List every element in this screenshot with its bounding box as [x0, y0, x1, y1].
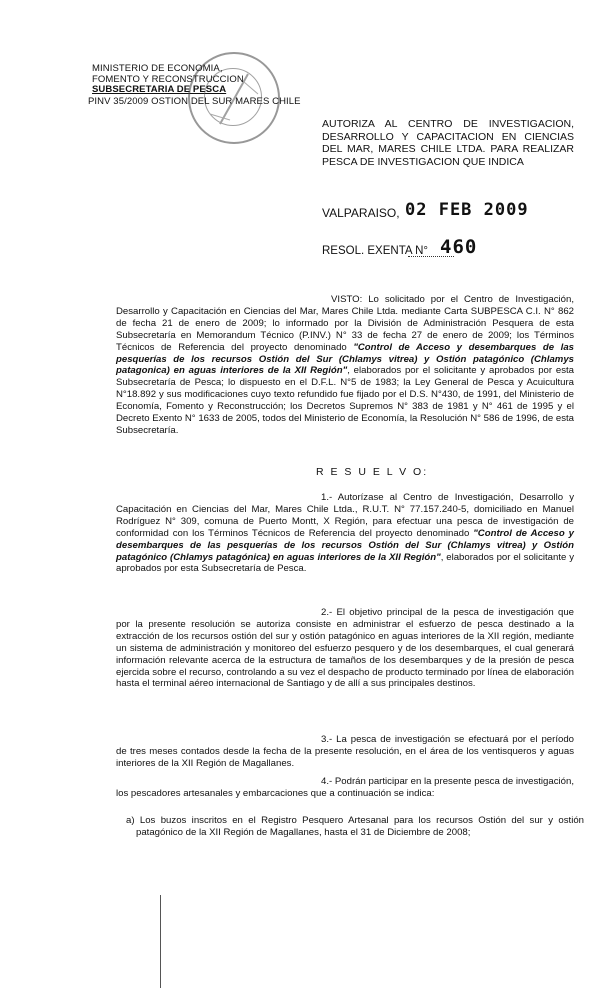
article-1-text: 1.- Autorízase al Centro de Investigación, Desarrollo y Capacitación en Ciencias del Mar, Mares Chile Ltda., R.U.T. N° 77.157.240-5, domiciliado en Manuel Rodríguez N° 309, comuna de Puerto Montt, X Región, para efectuar una pesca de investigación de conformidad con los Términos Técnicos de Referencia del proyecto denominado — [116, 492, 574, 539]
article-3-text: 3.- La pesca de investigación se efectuará por el período de tres meses contados desde la fecha de la presente resolución, en el área de los ventisqueros y aguas interiores de la XII Región de Magallanes. — [116, 734, 574, 769]
visto-project-title: "Control de Acceso y desembarques de las pesquerías de los recursos Ostión del Sur (Chlamys vitrea) y Ostión patagónico (Chlamys patagonica) en aguas interiores de la XII Región" — [116, 341, 574, 377]
article-2-text: 2.- El objetivo principal de la pesca de investigación que por la presente resolución se autoriza consiste en administrar el esfuerzo de pesca destinado a la extracción de los recursos ostión del sur y ostión patagónico en aguas interiores de la XII región, mediante un sistema de administración y monitoreo del esfuerzo pesquero y de los desembarques, el cual generará información relevante acerca de la estructura de tamaños de los desembarques y de la presión de pesca ejercida sobre el recurso, controlando a su vez el despacho de producto terminado por línea de elaboración hasta el terminal aéreo internacional de Santiago y de allí a sus principales destinos. — [116, 607, 574, 690]
visto-text-1: Lo solicitado por el Centro de Investigación, Desarrollo y Capacitación en Ciencias del Mar, Mares Chile Ltda. mediante Carta SUBPESCA C.I. N° 862 de fecha 21 de enero de 2009; lo informado por la División de Administración Pesquera de esta Subsecretaría en Memorandum Técnico (P.INV.) N° 33 de fecha 27 de enero de 2009; los Términos Técnicos de Referencia del proyecto denominado — [116, 294, 574, 353]
visto-paragraph — [116, 294, 574, 437]
visto-text-2: , elaborados por el solicitante y aprobados por esta Subsecretaría de Pesca; lo dispuesto en el D.F.L. N°5 de 1983; la Ley General de Pesca y Acuicultura N°18.892 y sus modificaciones cuyo texto refundido fue fijado por el D.S. N°430, de 1991, del Ministerio de Economía, Fomento y Reconstrucción; los Decretos Supremos N° 383 de 1981 y N° 461 de 1995 y el Decreto Exento N° 1633 de 2005, todos del Ministerio de Economía, la Resolución N° 586 de 1996, de esta Subsecretaría. — [116, 365, 575, 436]
number-underline — [408, 256, 454, 257]
resolution-subject: AUTORIZA AL CENTRO DE INVESTIGACION, DESARROLLO Y CAPACITACION EN CIENCIAS DEL MAR, MARES CHILE LTDA. PARA REALIZAR PESCA DE INVESTIGACION QUE INDICA — [322, 118, 574, 168]
visto-lead: VISTO: — [331, 294, 363, 305]
article-3 — [116, 734, 574, 770]
official-seal-stamp — [188, 52, 280, 144]
resolution-number: 460 — [440, 236, 478, 258]
article-1-text-end: , elaborados por el solicitante y aprobados por esta Subsecretaría de Pesca. — [116, 551, 575, 575]
ministry-line-2: FOMENTO Y RECONSTRUCCION — [92, 73, 244, 85]
date-stamp: 02 FEB 2009 — [405, 200, 529, 220]
ministry-line-1: MINISTERIO DE ECONOMIA, — [92, 63, 223, 74]
file-reference: PINV 35/2009 OSTION DEL SUR MARES CHILE — [88, 96, 301, 107]
article-4-text: 4.- Podrán participar en la presente pesca de investigación, los pescadores artesanales y embarcaciones que a continuación se indica: — [116, 776, 574, 799]
article-4 — [116, 776, 574, 800]
ministry-line-3: SUBSECRETARIA DE PESCA — [92, 84, 227, 95]
article-4-item-a: a) Los buzos inscritos en el Registro Pesquero Artesanal para los recursos Ostión del sur y ostión patagónico de la XII Región de Magallanes, hasta el 31 de Diciembre de 2008; — [126, 815, 584, 838]
article-2 — [116, 607, 574, 690]
resuelvo-heading: R E S U E L V O: — [316, 466, 429, 478]
article-1-project-title: "Control de Acceso y desembarques de las pesquerías de los recursos Ostión del Sur (Chlamys vitrea) y Ostión patagónico (Chlamys patagónica) en aguas interiores de la XII Región" — [116, 527, 574, 563]
article-1 — [116, 492, 574, 575]
resolution-label: RESOL. EXENTA N° — [322, 245, 428, 257]
page-margin-line — [160, 895, 161, 988]
date-city: VALPARAISO, — [322, 206, 400, 220]
